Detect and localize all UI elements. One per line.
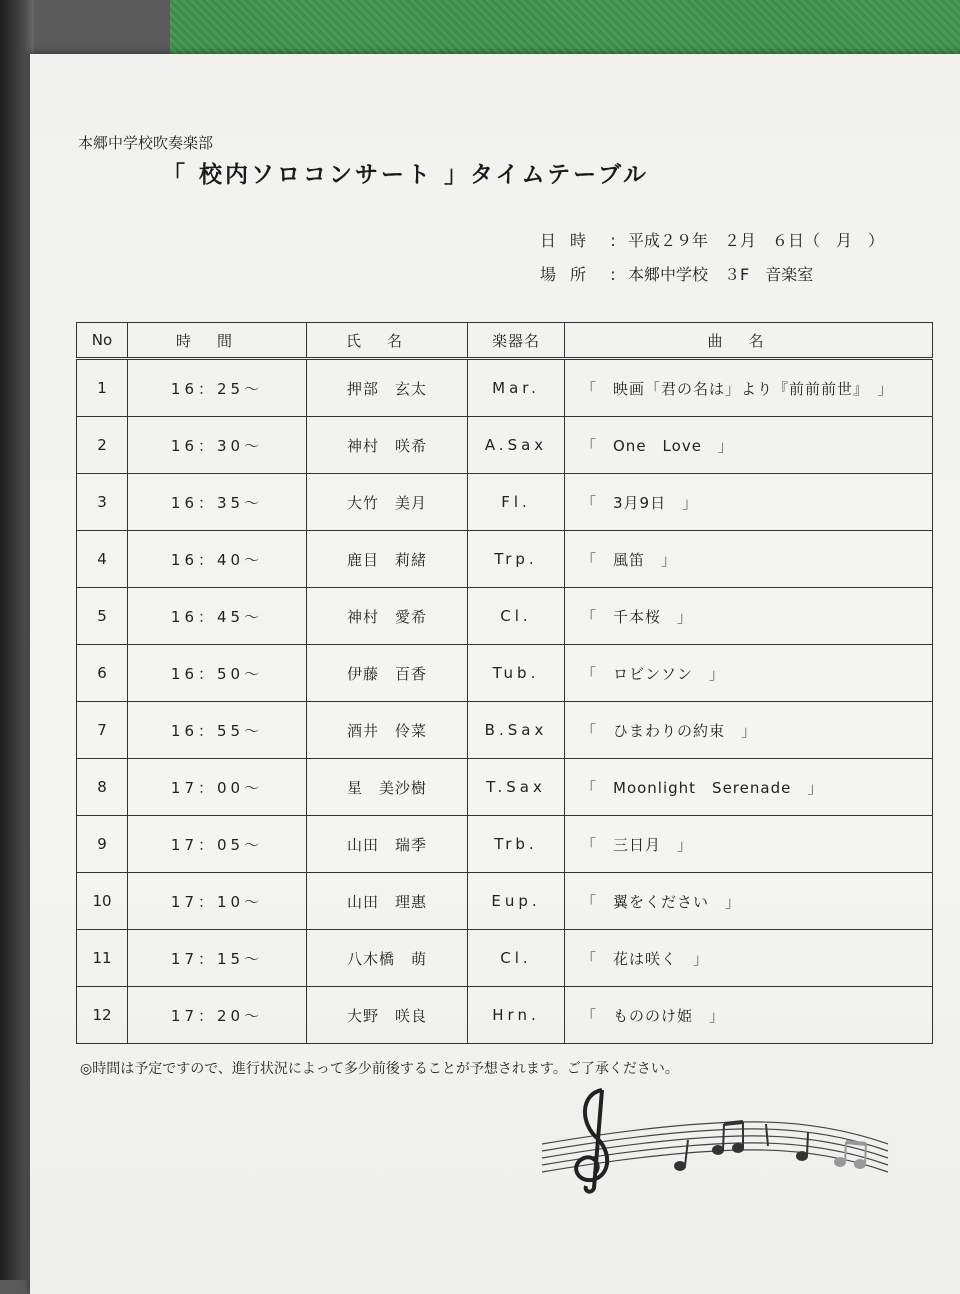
row-time: 17：15～ bbox=[128, 930, 307, 987]
header-song: 曲名 bbox=[565, 323, 933, 359]
row-name: 伊藤 百香 bbox=[307, 645, 468, 702]
row-no: 10 bbox=[77, 873, 128, 930]
header-no: No bbox=[77, 323, 128, 359]
row-song: 「 映画「君の名は」より『前前前世』 」 bbox=[565, 359, 933, 417]
header-name: 氏名 bbox=[307, 323, 468, 359]
row-time: 16：35～ bbox=[128, 474, 307, 531]
row-name: 星 美沙樹 bbox=[307, 759, 468, 816]
table-row bbox=[77, 359, 933, 417]
row-name: 鹿目 莉緒 bbox=[307, 531, 468, 588]
row-time: 16：40～ bbox=[128, 531, 307, 588]
row-no: 12 bbox=[77, 987, 128, 1044]
table-row bbox=[77, 588, 933, 645]
row-instrument: Mar. bbox=[468, 359, 565, 417]
row-no: 6 bbox=[77, 645, 128, 702]
date-label: 日時 bbox=[540, 231, 601, 250]
row-song: 「 花は咲く 」 bbox=[565, 930, 933, 987]
header-time: 時間 bbox=[128, 323, 307, 359]
table-header-row bbox=[77, 323, 933, 359]
date-line bbox=[540, 228, 884, 251]
row-time: 16：45～ bbox=[128, 588, 307, 645]
row-instrument: Cl. bbox=[468, 930, 565, 987]
row-time: 17：00～ bbox=[128, 759, 307, 816]
timetable bbox=[76, 322, 933, 1044]
row-time: 16：25～ bbox=[128, 359, 307, 417]
row-song: 「 千本桜 」 bbox=[565, 588, 933, 645]
row-no: 11 bbox=[77, 930, 128, 987]
row-name: 山田 瑞季 bbox=[307, 816, 468, 873]
table-row bbox=[77, 417, 933, 474]
row-no: 9 bbox=[77, 816, 128, 873]
row-instrument: B.Sax bbox=[468, 702, 565, 759]
header-instrument: 楽器名 bbox=[468, 323, 565, 359]
row-name: 大竹 美月 bbox=[307, 474, 468, 531]
row-instrument: Trb. bbox=[468, 816, 565, 873]
table-row bbox=[77, 930, 933, 987]
row-name: 神村 咲希 bbox=[307, 417, 468, 474]
table-row bbox=[77, 759, 933, 816]
row-no: 3 bbox=[77, 474, 128, 531]
row-song: 「 ひまわりの約束 」 bbox=[565, 702, 933, 759]
club-name: 本郷中学校吹奏楽部 bbox=[78, 134, 214, 152]
row-time: 16：55～ bbox=[128, 702, 307, 759]
row-no: 1 bbox=[77, 359, 128, 417]
date-colon: : bbox=[610, 231, 616, 250]
row-instrument: Fl. bbox=[468, 474, 565, 531]
row-song: 「 3月9日 」 bbox=[565, 474, 933, 531]
row-no: 5 bbox=[77, 588, 128, 645]
place-line bbox=[540, 262, 813, 285]
binder-edge bbox=[0, 0, 34, 1280]
page-title: 「 校内ソロコンサート 」タイムテーブル bbox=[162, 162, 650, 188]
row-instrument: A.Sax bbox=[468, 417, 565, 474]
row-instrument: T.Sax bbox=[468, 759, 565, 816]
row-instrument: Trp. bbox=[468, 531, 565, 588]
table-row bbox=[77, 987, 933, 1044]
row-song: 「 風笛 」 bbox=[565, 531, 933, 588]
table-row bbox=[77, 645, 933, 702]
row-instrument: Cl. bbox=[468, 588, 565, 645]
music-staff-icon bbox=[540, 1084, 890, 1194]
row-time: 17：20～ bbox=[128, 987, 307, 1044]
row-song: 「 Moonlight Serenade 」 bbox=[565, 759, 933, 816]
row-name: 神村 愛希 bbox=[307, 588, 468, 645]
row-song: 「 One Love 」 bbox=[565, 417, 933, 474]
table-row bbox=[77, 702, 933, 759]
row-instrument: Tub. bbox=[468, 645, 565, 702]
row-instrument: Hrn. bbox=[468, 987, 565, 1044]
row-instrument: Eup. bbox=[468, 873, 565, 930]
row-time: 16：30～ bbox=[128, 417, 307, 474]
row-no: 7 bbox=[77, 702, 128, 759]
place-label: 場所 bbox=[540, 265, 601, 284]
place-colon: : bbox=[610, 265, 616, 284]
row-song: 「 翼をください 」 bbox=[565, 873, 933, 930]
row-name: 山田 理惠 bbox=[307, 873, 468, 930]
table-row bbox=[77, 816, 933, 873]
row-no: 2 bbox=[77, 417, 128, 474]
treble-clef-icon bbox=[576, 1090, 607, 1192]
green-felt-background bbox=[170, 0, 960, 62]
row-time: 16：50～ bbox=[128, 645, 307, 702]
row-song: 「 ロビンソン 」 bbox=[565, 645, 933, 702]
row-song: 「 三日月 」 bbox=[565, 816, 933, 873]
row-time: 17：05～ bbox=[128, 816, 307, 873]
row-name: 酒井 伶菜 bbox=[307, 702, 468, 759]
date-value: 平成２９年 ２月 ６日（ 月 ） bbox=[628, 231, 885, 250]
table-row bbox=[77, 474, 933, 531]
footer-note: ◎時間は予定ですので、進行状況によって多少前後することが予想されます。ご了承ください。 bbox=[80, 1061, 679, 1077]
table-row bbox=[77, 873, 933, 930]
row-time: 17：10～ bbox=[128, 873, 307, 930]
row-no: 4 bbox=[77, 531, 128, 588]
place-value: 本郷中学校 ３F 音楽室 bbox=[628, 265, 814, 284]
row-name: 大野 咲良 bbox=[307, 987, 468, 1044]
row-no: 8 bbox=[77, 759, 128, 816]
table-row bbox=[77, 531, 933, 588]
row-song: 「 もののけ姫 」 bbox=[565, 987, 933, 1044]
row-name: 八木橋 萌 bbox=[307, 930, 468, 987]
row-name: 押部 玄太 bbox=[307, 359, 468, 417]
